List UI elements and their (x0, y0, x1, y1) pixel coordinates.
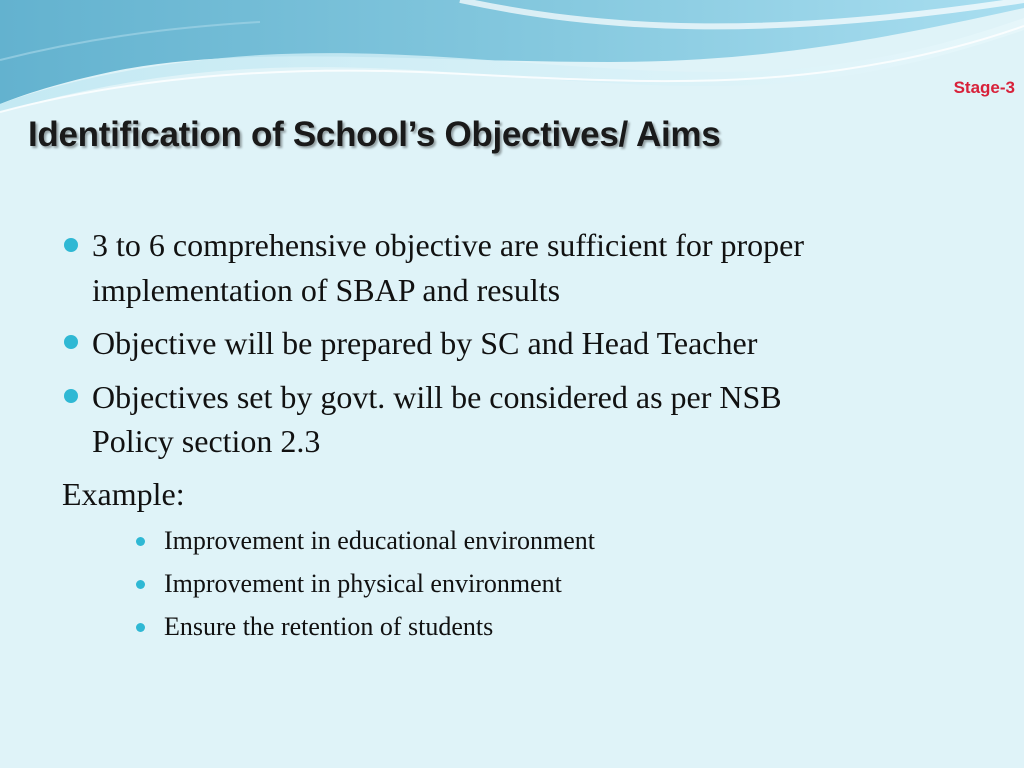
bullet-dot-icon (136, 580, 145, 589)
sub-bullet-text: Improvement in educational environment (164, 526, 596, 555)
bullet-text-line: implementation of SBAP and results (92, 272, 561, 308)
stage-label: Stage-3 (953, 78, 1015, 97)
bullet-dot-icon (64, 238, 78, 252)
bullet-text-line: 3 to 6 comprehensive objective are sufficient for proper (92, 227, 805, 263)
bullet-text-line: Objectives set by govt. will be considered as per NSB (92, 379, 782, 415)
bullet-text-line: Policy section 2.3 (92, 423, 321, 459)
bullet-dot-icon (136, 623, 145, 632)
bullet-dot-icon (64, 335, 78, 349)
example-label: Example: (62, 476, 185, 512)
bullet-dot-icon (64, 389, 78, 403)
sub-bullet-text: Improvement in physical environment (164, 569, 562, 598)
bullet-text-line: Objective will be prepared by SC and Head Teacher (92, 325, 758, 361)
sub-bullet-text: Ensure the retention of students (164, 612, 494, 641)
bullet-dot-icon (136, 537, 145, 546)
slide-title: Identification of School’s Objectives/ Aims (28, 115, 721, 154)
